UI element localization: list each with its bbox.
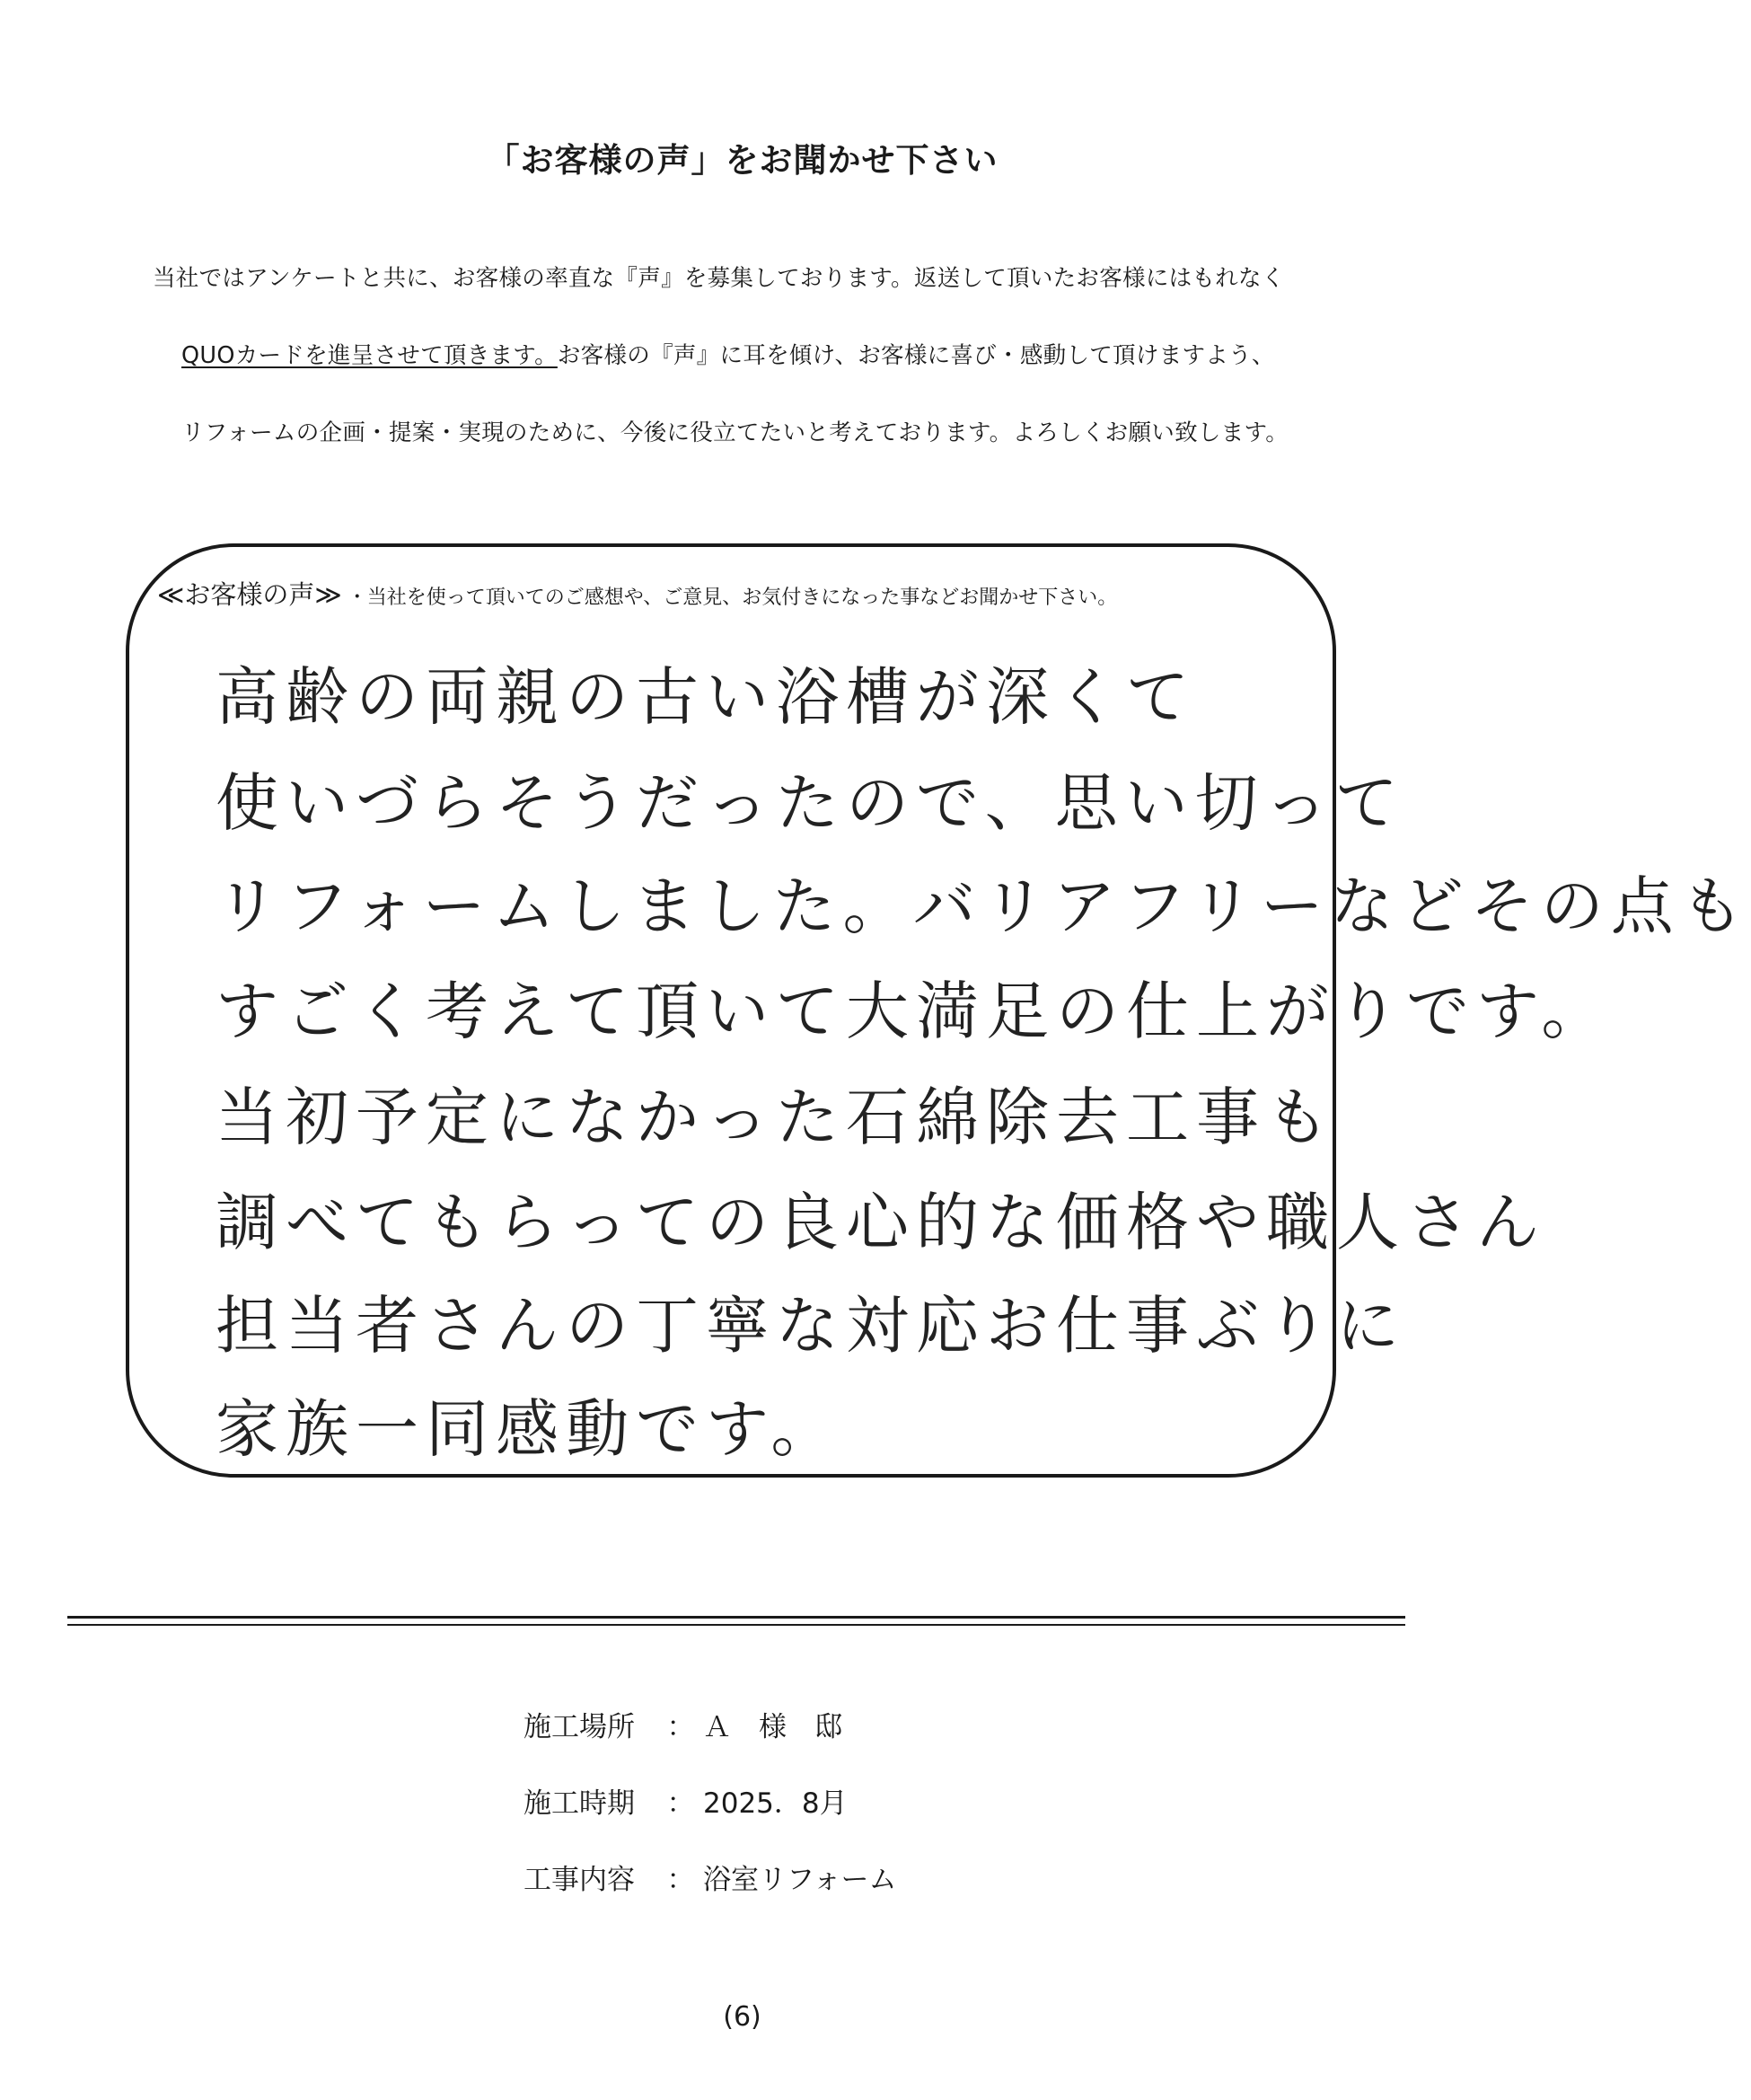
info-separator: ： bbox=[666, 1864, 695, 1896]
intro-line-2 bbox=[181, 338, 1275, 370]
handwritten-line: 家族一同感動です。 bbox=[216, 1392, 841, 1466]
handwritten-line: 調べてもらっての良心的な価格や職人さん bbox=[216, 1186, 1546, 1259]
intro-line-1: 当社ではアンケートと共に、お客様の率直な『声』を募集しております。返送して頂いたお客様にはもれなく bbox=[153, 265, 1285, 292]
info-separator: ： bbox=[666, 1787, 695, 1820]
page-title: 「お客様の声」をお聞かせ下さい bbox=[486, 141, 999, 180]
handwritten-line: 担当者さんの丁寧な対応お仕事ぶりに bbox=[216, 1289, 1406, 1363]
info-row-date bbox=[524, 1780, 848, 1821]
quo-card-notice: QUOカードを進呈させて頂きます。 bbox=[181, 342, 558, 369]
page-number: (6) bbox=[723, 2001, 761, 2033]
handwritten-line: リフォームしました。バリアフリーなどその点も bbox=[216, 869, 1751, 943]
customer-voice-label: ≪お客様の声≫ bbox=[157, 579, 342, 610]
handwritten-line: すごく考えて頂いて大満足の仕上がりです。 bbox=[216, 975, 1612, 1048]
intro-line-3: リフォームの企画・提案・実現のために、今後に役立てたいと考えております。よろしくお願い致します。 bbox=[181, 419, 1289, 446]
info-separator: ： bbox=[666, 1711, 695, 1743]
info-label: 工事内容 bbox=[524, 1864, 635, 1896]
info-value: 2025．8月 bbox=[703, 1787, 848, 1820]
customer-voice-instruction: ・当社を使って頂いてのご感想や、ご意見、お気付きになった事などお聞かせ下さい。 bbox=[347, 587, 1118, 609]
info-row-location bbox=[524, 1704, 842, 1744]
customer-voice-header bbox=[157, 575, 1117, 612]
handwritten-line: 当初予定になかった石綿除去工事も bbox=[216, 1081, 1336, 1154]
info-value: 浴室リフォーム bbox=[703, 1864, 897, 1896]
info-value: Ａ 様 邸 bbox=[703, 1711, 842, 1743]
info-row-work bbox=[524, 1857, 896, 1897]
handwritten-line: 高齢の両親の古い浴槽が深くて bbox=[216, 660, 1196, 734]
info-label: 施工場所 bbox=[524, 1711, 635, 1743]
info-label: 施工時期 bbox=[524, 1787, 635, 1820]
intro-line-2-rest: お客様の『声』に耳を傾け、お客様に喜び・感動して頂けますよう、 bbox=[557, 342, 1275, 369]
divider-line bbox=[67, 1624, 1405, 1626]
divider-line bbox=[67, 1616, 1405, 1619]
handwritten-line: 使いづらそうだったので、思い切って bbox=[216, 766, 1405, 840]
